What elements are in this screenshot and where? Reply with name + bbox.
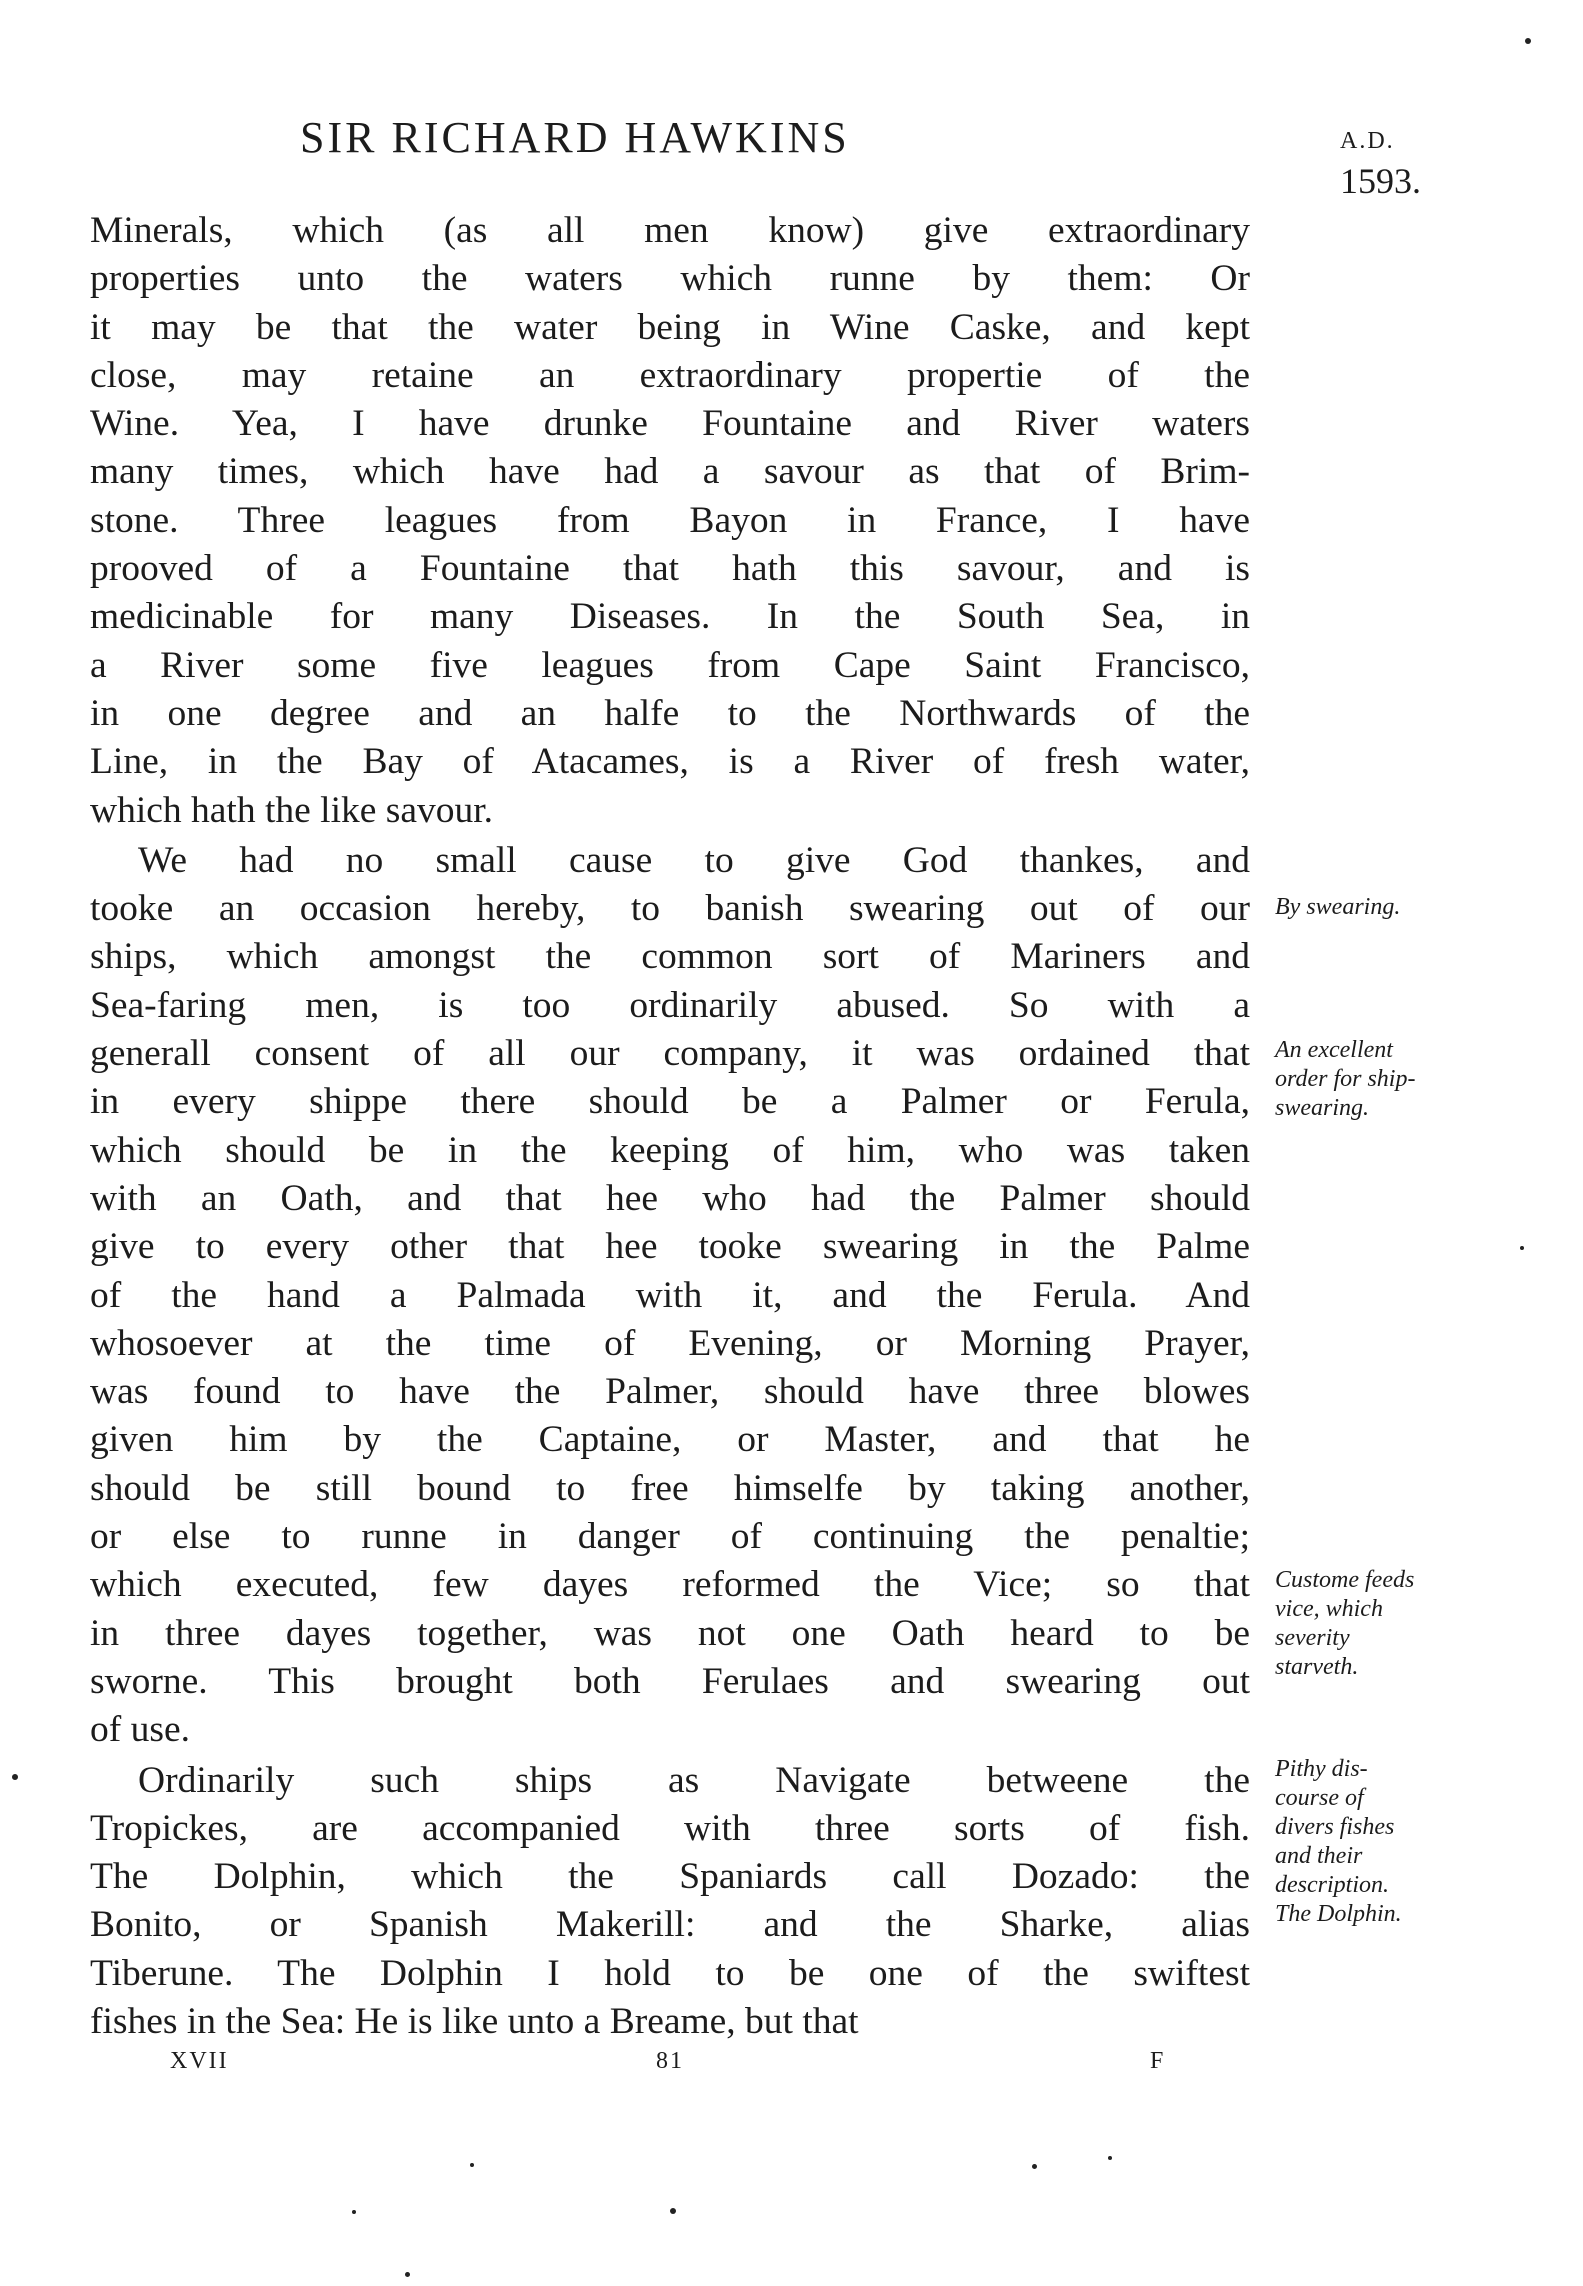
text-line: which executed, few dayes reformed the Vice; so that [90,1564,1250,1606]
scan-speck [670,2208,676,2214]
body-text [90,207,1250,2046]
scan-speck [352,2210,356,2214]
text-line: fishes in the Sea: He is like unto a Breame, but that [90,2000,859,2042]
text-line: Sea-faring men, is too ordinarily abused. So with a [90,984,1250,1026]
text-line: generall consent of all our company, it was ordained that [90,1033,1250,1075]
text-line: in every shippe there should be a Palmer or Ferula, [90,1081,1250,1123]
text-line: properties unto the waters which runne by them: Or [90,258,1250,300]
sidenote-pithy-discourse [1275,1755,1495,1929]
sidenote-line: An excellent [1275,1037,1393,1063]
text-line: Ordinarily such ships as Navigate betweene the [138,1759,1250,1801]
text-line: Tropickes, are accompanied with three sorts of fish. [90,1807,1250,1849]
page-number: 81 [656,2048,684,2074]
text-line: a River some five leagues from Cape Saint Francisco, [90,644,1250,686]
text-line: should be still bound to free himselfe by taking another, [90,1467,1250,1509]
text-line: it may be that the water being in Wine Caske, and kept [90,306,1250,348]
margin-year [1340,125,1421,206]
text-line: Bonito, or Spanish Makerill: and the Sharke, alias [90,1904,1250,1946]
text-line: whosoever at the time of Evening, or Morning Prayer, [90,1322,1250,1364]
text-line: The Dolphin, which the Spaniards call Dozado: the [90,1856,1250,1898]
scan-speck [12,1774,18,1780]
sidenote-excellent-order [1275,1036,1495,1123]
sidenote-line: swearing. [1275,1095,1370,1121]
text-line: of the hand a Palmada with it, and the Ferula. And [90,1274,1250,1316]
running-head: SIR RICHARD HAWKINS [300,113,850,162]
text-line: Line, in the Bay of Atacames, is a River of fresh water, [90,741,1250,783]
sidenote-line: The Dolphin. [1275,1901,1402,1927]
text-line: of use. [90,1709,190,1751]
sidenote-line: course of [1275,1785,1364,1811]
text-line: or else to runne in danger of continuing the penaltie; [90,1516,1250,1558]
year-label: A.D. [1340,128,1395,154]
text-line: in three dayes together, was not one Oath heard to be [90,1612,1250,1654]
sidenote-line: and their [1275,1843,1363,1869]
sidenote-line: severity [1275,1625,1350,1651]
text-line: ships, which amongst the common sort of Mariners and [90,936,1250,978]
text-line: in one degree and an halfe to the Northwards of the [90,692,1250,734]
sidenote-line: divers fishes [1275,1814,1395,1840]
text-line: was found to have the Palmer, should have three blowes [90,1371,1250,1413]
scan-speck [1525,38,1531,44]
scan-speck [1032,2164,1037,2169]
scan-speck [405,2272,410,2277]
text-line: stone. Three leagues from Bayon in France, I have [90,499,1250,541]
text-line: Minerals, which (as all men know) give extraordinary [90,210,1250,251]
year: 1593. [1340,161,1421,202]
sidenote-line: vice, which [1275,1596,1383,1622]
sidenote-line: By swearing. [1275,894,1401,920]
sidenote-line: starveth. [1275,1654,1359,1680]
text-line: given him by the Captaine, or Master, and that he [90,1419,1250,1461]
sidenote-line: Custome feeds [1275,1567,1415,1593]
text-line: many times, which have had a savour as that of Brim- [90,451,1250,493]
text-line: which should be in the keeping of him, who was taken [90,1129,1250,1171]
sidenote-by-swearing [1275,893,1495,922]
text-line: prooved of a Fountaine that hath this savour, and is [90,548,1250,590]
scan-speck [1108,2156,1112,2160]
paragraph [90,1757,1250,2047]
text-line: give to every other that hee tooke swearing in the Palme [90,1226,1250,1268]
text-line: which hath the like savour. [90,789,494,831]
text-line: close, may retaine an extraordinary propertie of the [90,354,1250,396]
page-footer [0,2048,1583,2088]
sidenote-line: description. [1275,1872,1389,1898]
paragraph [90,837,1250,1755]
sidenote-custome-feeds-vice [1275,1566,1495,1682]
signature-mark: XVII [170,2048,229,2074]
sidenote-line: Pithy dis- [1275,1756,1368,1782]
scan-speck [1520,1246,1524,1250]
text-line: sworne. This brought both Ferulaes and swearing out [90,1660,1250,1702]
paragraph [90,207,1250,835]
text-line: with an Oath, and that hee who had the Palmer should [90,1177,1250,1219]
text-line: We had no small cause to give God thankes, and [138,839,1250,881]
text-line: tooke an occasion hereby, to banish swearing out of our [90,888,1250,930]
text-line: medicinable for many Diseases. In the South Sea, in [90,596,1250,638]
scan-speck [470,2163,474,2167]
text-line: Tiberune. The Dolphin I hold to be one of the swiftest [90,1952,1250,1994]
signature-letter: F [1150,2048,1166,2074]
text-line: Wine. Yea, I have drunke Fountaine and River waters [90,403,1250,445]
sidenote-line: order for ship- [1275,1066,1416,1092]
